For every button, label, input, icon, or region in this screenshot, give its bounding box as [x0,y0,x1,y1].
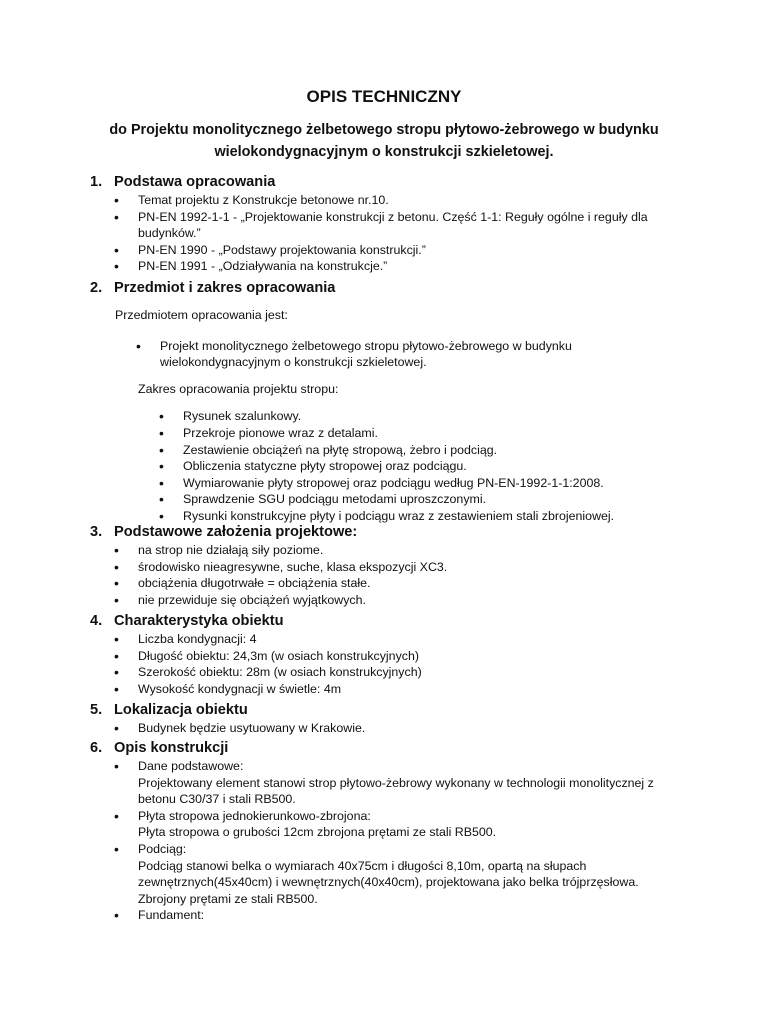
list-item: • Długość obiektu: 24,3m (w osiach konstrukcyjnych) [90,648,690,665]
list-item: • środowisko nieagresywne, suche, klasa ekspozycji XC3. [90,559,690,576]
list-item: • Budynek będzie usytuowany w Krakowie. [90,720,690,737]
section-characteristics [90,612,690,697]
bullet-list [90,192,690,275]
item-label: • Dane podstawowe: [138,759,244,773]
item-label: • Fundament: [138,908,205,923]
list-item [90,758,690,808]
bullet-list [90,338,690,371]
item-text: Podciąg stanowi belka o wymiarach 40x75cm i długości 8,10m, opartą na słupach zewnętrznych(45x40cm) i wewnętrznych(40x40cm), projektowana jako belka trójprzęsłowa. Zbrojony prętami ze stali RB500. [138,858,639,906]
list-item: • Sprawdzenie SGU podciągu metodami uproszczonymi. [90,491,690,508]
list-item [90,808,690,841]
item-text: Projektowany element stanowi strop płytowo-żebrowy wykonany w technologii monolitycznej z betonu C30/37 i stali RB500. [138,775,654,807]
list-item: • PN-EN 1992-1-1 - „Projektowanie konstrukcji z betonu. Część 1-1: Reguły ogólne i reguły dla budynków.” [90,209,690,242]
item-label: • Podciąg: [138,841,187,856]
section-heading [90,612,690,631]
section-number: 6. [90,740,103,756]
section-number: 2. [90,280,103,296]
scope-list [90,408,690,524]
list-item: • Wysokość kondygnacji w świetle: 4m [90,681,690,698]
document-subtitle: do Projektu monolitycznego żelbetowego stropu płytowo-żebrowego w budynku wielokondygnacyjnym o konstrukcji szkieletowej. [109,122,659,160]
section-basis [90,173,690,275]
section-heading [90,739,690,758]
list-item: • Liczba kondygnacji: 4 [90,631,690,648]
section-intro: Przedmiotem opracowania jest: [115,308,288,322]
section-title: Lokalizacja obiektu [114,702,248,718]
section-location [90,701,690,737]
section-heading [90,523,690,542]
bullet-list [90,720,690,737]
list-item: • obciążenia długotrwałe = obciążenia stałe. [90,575,690,592]
bullet-list [90,758,690,924]
list-item: • Rysunek szalunkowy. [90,408,690,425]
list-item: • Przekroje pionowe wraz z detalami. [90,425,690,442]
scope-intro: Zakres opracowania projektu stropu: [138,381,339,396]
list-item: • Projekt monolitycznego żelbetowego stropu płytowo-żebrowego w budynku wielokondygnacyjnym o konstrukcji szkieletowej. [90,338,690,371]
list-item: • Temat projektu z Konstrukcje betonowe nr.10. [90,192,690,209]
list-item: • PN-EN 1991 - „Odziaływania na konstrukcje.” [90,258,690,275]
section-number: 4. [90,613,103,629]
list-item: • PN-EN 1990 - „Podstawy projektowania konstrukcji.” [90,242,690,259]
section-number: 3. [90,524,103,540]
section-title: Przedmiot i zakres opracowania [114,280,336,296]
bullet-list [90,631,690,697]
document-title: OPIS TECHNICZNY [306,87,462,106]
list-item: • Rysunki konstrukcyjne płyty i podciągu wraz z zestawieniem stali zbrojeniowej. [90,508,690,525]
section-number: 1. [90,174,103,190]
list-item: • Szerokość obiektu: 28m (w osiach konstrukcyjnych) [90,664,690,681]
list-item: • Wymiarowanie płyty stropowej oraz podciągu według PN-EN-1992-1-1:2008. [90,475,690,492]
section-subject-scope [90,279,690,525]
list-item: • Obliczenia statyczne płyty stropowej oraz podciągu. [90,458,690,475]
item-label: • Płyta stropowa jednokierunkowo-zbrojona: [138,808,371,823]
section-structure [90,739,690,924]
section-title: Charakterystyka obiektu [114,613,284,629]
section-heading [90,173,690,192]
list-item: • nie przewiduje się obciążeń wyjątkowych. [90,592,690,609]
list-item [90,907,690,924]
list-item [90,841,690,907]
section-title: Opis konstrukcji [114,740,229,756]
section-title: Podstawa opracowania [114,174,276,190]
section-heading [90,279,690,298]
section-assumptions [90,523,690,608]
section-title: Podstawowe założenia projektowe: [114,524,358,540]
section-number: 5. [90,702,103,718]
section-heading [90,701,690,720]
list-item: • Zestawienie obciążeń na płytę stropową, żebro i podciąg. [90,442,690,459]
bullet-list [90,542,690,608]
item-text: Płyta stropowa o grubości 12cm zbrojona prętami ze stali RB500. [138,825,497,840]
list-item: • na strop nie działają siły poziome. [90,542,690,559]
